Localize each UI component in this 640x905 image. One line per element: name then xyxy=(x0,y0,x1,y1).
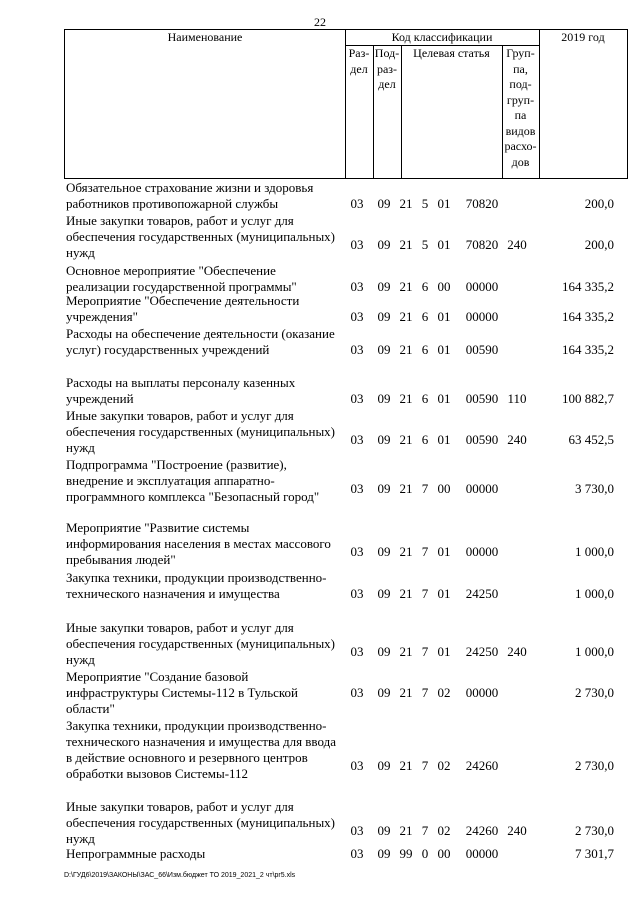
row-target-code: 00000 xyxy=(465,279,499,294)
row-target-event: 01 xyxy=(437,544,451,559)
row-name: Иные закупки товаров, работ и услуг для обеспечения государственных (муниципальных) нужд xyxy=(66,799,336,846)
row-target-code: 00000 xyxy=(465,309,499,324)
row-target-program: 21 xyxy=(399,391,413,406)
row-name: Обязательное страхование жизни и здоровья работников противопожарной службы xyxy=(66,180,314,211)
row-target-event: 01 xyxy=(437,432,451,447)
row-target-program: 21 xyxy=(399,823,413,838)
row-target-code: 00000 xyxy=(465,544,499,559)
row-target-event: 01 xyxy=(437,586,451,601)
header-target: Целевая статья xyxy=(413,46,490,60)
row-razdel: 03 xyxy=(350,196,364,211)
row-podrazdel: 09 xyxy=(377,823,391,838)
row-target-subprogram: 7 xyxy=(421,544,429,559)
row-name: Мероприятие "Обеспечение деятельности учреждения" xyxy=(66,293,300,324)
row-target-program: 99 xyxy=(399,846,413,861)
row-target-code: 24260 xyxy=(465,758,499,773)
row-target-code: 00000 xyxy=(465,846,499,861)
row-razdel: 03 xyxy=(350,342,364,357)
row-amount: 1 000,0 xyxy=(575,644,614,659)
row-target-subprogram: 7 xyxy=(421,644,429,659)
row-target-program: 21 xyxy=(399,279,413,294)
row-target-subprogram: 7 xyxy=(421,481,429,496)
row-target-program: 21 xyxy=(399,544,413,559)
row-razdel: 03 xyxy=(350,544,364,559)
row-razdel: 03 xyxy=(350,846,364,861)
row-amount: 200,0 xyxy=(584,237,614,252)
row-razdel: 03 xyxy=(350,432,364,447)
row-target-subprogram: 6 xyxy=(421,432,429,447)
row-podrazdel: 09 xyxy=(377,309,391,324)
row-target-subprogram: 7 xyxy=(421,758,429,773)
row-target-subprogram: 6 xyxy=(421,309,429,324)
row-amount: 2 730,0 xyxy=(575,685,614,700)
row-name: Расходы на выплаты персоналу казенных учреждений xyxy=(66,375,296,406)
row-podrazdel: 09 xyxy=(377,342,391,357)
row-amount: 164 335,2 xyxy=(562,309,614,324)
row-target-program: 21 xyxy=(399,196,413,211)
row-target-event: 02 xyxy=(437,758,451,773)
row-razdel: 03 xyxy=(350,823,364,838)
row-podrazdel: 09 xyxy=(377,758,391,773)
header-podrazdel: Под- раз- дел xyxy=(374,46,400,91)
row-target-program: 21 xyxy=(399,644,413,659)
row-target-event: 01 xyxy=(437,196,451,211)
table-header xyxy=(64,29,628,179)
row-target-subprogram: 0 xyxy=(421,846,429,861)
row-razdel: 03 xyxy=(350,279,364,294)
row-podrazdel: 09 xyxy=(377,544,391,559)
row-target-program: 21 xyxy=(399,586,413,601)
row-target-event: 01 xyxy=(437,237,451,252)
row-amount: 63 452,5 xyxy=(568,432,614,447)
row-amount: 7 301,7 xyxy=(575,846,614,861)
row-name: Иные закупки товаров, работ и услуг для обеспечения государственных (муниципальных) нужд xyxy=(66,408,336,455)
row-target-subprogram: 7 xyxy=(421,823,429,838)
row-target-program: 21 xyxy=(399,237,413,252)
row-amount: 100 882,7 xyxy=(562,391,614,406)
row-podrazdel: 09 xyxy=(377,196,391,211)
row-target-program: 21 xyxy=(399,758,413,773)
row-target-subprogram: 6 xyxy=(421,279,429,294)
row-razdel: 03 xyxy=(350,685,364,700)
row-target-event: 01 xyxy=(437,342,451,357)
row-target-subprogram: 7 xyxy=(421,586,429,601)
row-target-program: 21 xyxy=(399,342,413,357)
row-name: Мероприятие "Развитие системы информирования населения в местах массового пребывания людей" xyxy=(66,520,331,567)
row-target-event: 01 xyxy=(437,309,451,324)
row-amount: 3 730,0 xyxy=(575,481,614,496)
row-razdel: 03 xyxy=(350,237,364,252)
row-name: Иные закупки товаров, работ и услуг для обеспечения государственных (муниципальных) нужд xyxy=(66,620,336,667)
row-target-subprogram: 5 xyxy=(421,196,429,211)
row-razdel: 03 xyxy=(350,586,364,601)
row-name: Мероприятие "Создание базовой инфраструктуры Системы-112 в Тульской области" xyxy=(66,669,299,716)
header-group: Груп- па, под- груп- па видов расхо- дов xyxy=(504,46,537,169)
row-podrazdel: 09 xyxy=(377,279,391,294)
row-name: Расходы на обеспечение деятельности (оказание услуг) государственных учреждений xyxy=(66,326,335,357)
row-target-code: 24260 xyxy=(465,823,499,838)
row-podrazdel: 09 xyxy=(377,685,391,700)
row-target-event: 00 xyxy=(437,846,451,861)
row-target-code: 24250 xyxy=(465,586,499,601)
row-razdel: 03 xyxy=(350,481,364,496)
row-target-code: 70820 xyxy=(465,237,499,252)
header-name: Наименование xyxy=(167,30,243,44)
row-target-event: 02 xyxy=(437,685,451,700)
row-target-program: 21 xyxy=(399,685,413,700)
row-target-code: 00000 xyxy=(465,685,499,700)
row-target-subprogram: 6 xyxy=(421,391,429,406)
row-group: 110 xyxy=(507,391,527,406)
row-group: 240 xyxy=(507,823,527,838)
row-podrazdel: 09 xyxy=(377,644,391,659)
row-podrazdel: 09 xyxy=(377,586,391,601)
row-amount: 2 730,0 xyxy=(575,758,614,773)
row-amount: 1 000,0 xyxy=(575,586,614,601)
row-razdel: 03 xyxy=(350,309,364,324)
row-razdel: 03 xyxy=(350,644,364,659)
row-name: Закупка техники, продукции производственно-технического назначения и имущества xyxy=(66,570,327,601)
row-amount: 1 000,0 xyxy=(575,544,614,559)
row-podrazdel: 09 xyxy=(377,481,391,496)
row-target-event: 00 xyxy=(437,481,451,496)
row-razdel: 03 xyxy=(350,758,364,773)
row-podrazdel: 09 xyxy=(377,391,391,406)
row-target-program: 21 xyxy=(399,481,413,496)
row-name: Непрограммные расходы xyxy=(66,846,206,861)
row-group: 240 xyxy=(507,432,527,447)
row-amount: 200,0 xyxy=(584,196,614,211)
row-target-subprogram: 5 xyxy=(421,237,429,252)
row-target-code: 00000 xyxy=(465,481,499,496)
row-name: Основное мероприятие "Обеспечение реализации государственной программы" xyxy=(66,263,297,294)
row-razdel: 03 xyxy=(350,391,364,406)
header-year: 2019 год xyxy=(561,30,605,44)
page-number: 22 xyxy=(314,15,326,29)
row-target-code: 00590 xyxy=(465,432,499,447)
row-target-subprogram: 6 xyxy=(421,342,429,357)
row-target-code: 24250 xyxy=(465,644,499,659)
row-target-event: 01 xyxy=(437,391,451,406)
row-group: 240 xyxy=(507,644,527,659)
footer-path: D:\ГУД6\2019\ЗАКОНЫ\ЗАС_66\Изм.бюджет ТО 2019_2021_2 чт\pr5.xls xyxy=(64,872,296,879)
row-target-program: 21 xyxy=(399,309,413,324)
row-podrazdel: 09 xyxy=(377,237,391,252)
row-group: 240 xyxy=(507,237,527,252)
row-amount: 164 335,2 xyxy=(562,342,614,357)
header-razdel: Раз- дел xyxy=(348,46,370,76)
row-target-code: 00590 xyxy=(465,391,499,406)
row-target-code: 70820 xyxy=(465,196,499,211)
row-target-program: 21 xyxy=(399,432,413,447)
row-amount: 2 730,0 xyxy=(575,823,614,838)
row-target-event: 01 xyxy=(437,644,451,659)
header-code: Код классификации xyxy=(391,30,493,44)
row-name: Закупка техники, продукции производственно-технического назначения и имущества для ввода в действие основного и резервного центров обработки вызовов Системы-112 xyxy=(66,718,336,781)
row-target-subprogram: 7 xyxy=(421,685,429,700)
row-target-code: 00590 xyxy=(465,342,499,357)
row-amount: 164 335,2 xyxy=(562,279,614,294)
row-target-event: 02 xyxy=(437,823,451,838)
row-target-event: 00 xyxy=(437,279,451,294)
row-podrazdel: 09 xyxy=(377,432,391,447)
row-name: Подпрограмма "Построение (развитие), внедрение и эксплуатация аппаратно-программного комплекса "Безопасный город" xyxy=(66,457,320,504)
row-podrazdel: 09 xyxy=(377,846,391,861)
row-name: Иные закупки товаров, работ и услуг для обеспечения государственных (муниципальных) нужд xyxy=(66,213,336,260)
